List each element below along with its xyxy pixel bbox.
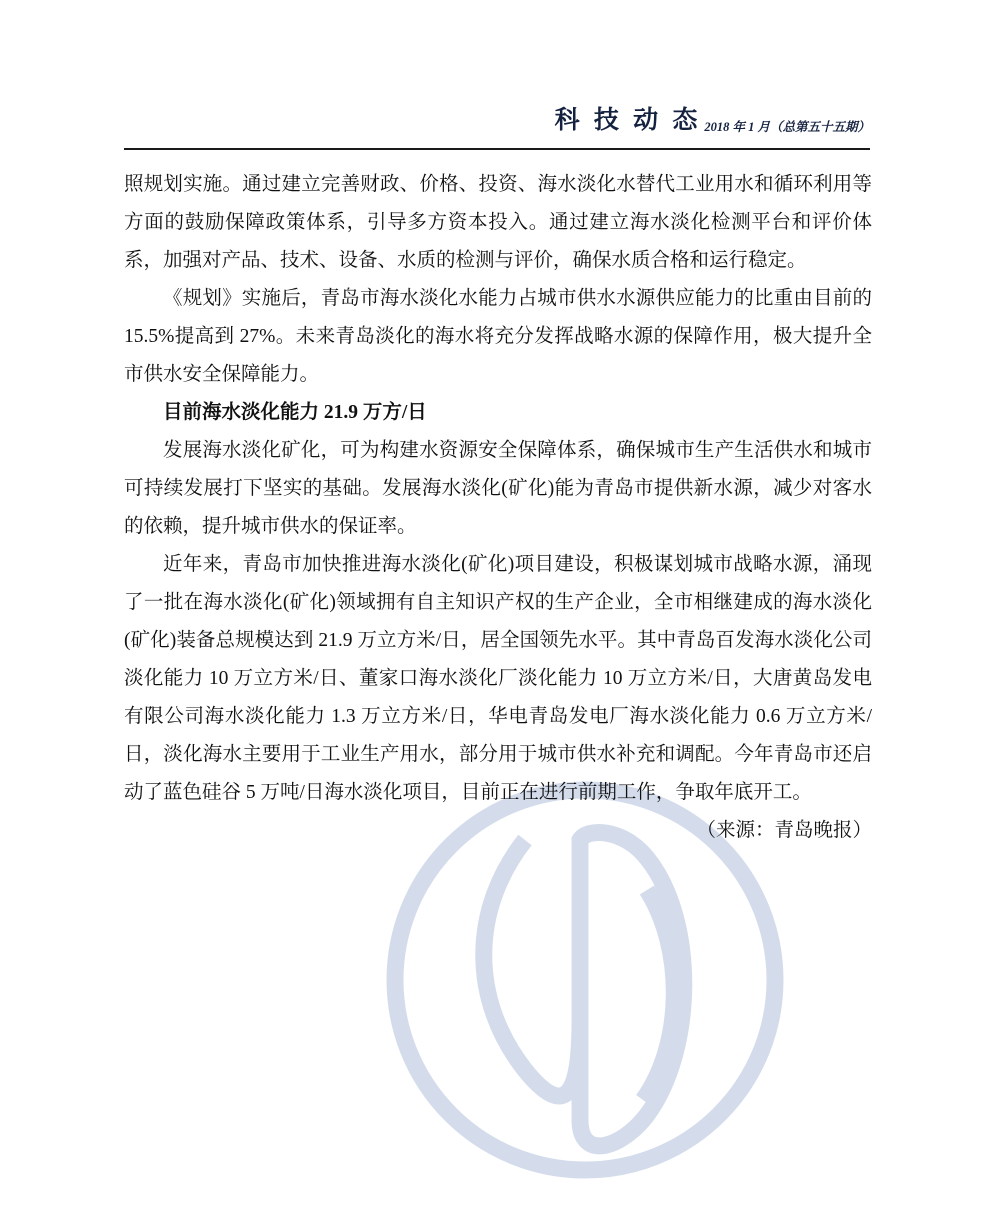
paragraph-3: 发展海水淡化矿化，可为构建水资源安全保障体系，确保城市生产生活供水和城市可持续发展打下坚实的基础。发展海水淡化(矿化)能为青岛市提供新水源，减少对客水的依赖，提升城市供水的保证率。 — [124, 440, 872, 537]
header-divider — [124, 148, 870, 150]
source-attribution: （来源：青岛晚报） — [696, 820, 872, 841]
paragraph-1: 照规划实施。通过建立完善财政、价格、投资、海水淡化水替代工业用水和循环利用等方面的鼓励保障政策体系，引导多方资本投入。通过建立海水淡化检测平台和评价体系，加强对产品、技术、设备、水质的检测与评价，确保水质合格和运行稳定。 — [124, 174, 872, 271]
header-issue: 2018 年 1 月（总第五十五期） — [704, 120, 870, 134]
paragraph-subheading: 目前海水淡化能力 21.9 万方/日 — [163, 402, 427, 423]
article-body — [124, 166, 872, 850]
header-title: 科 技 动 态 — [554, 107, 702, 134]
paragraph-4: 近年来，青岛市加快推进海水淡化(矿化)项目建设，积极谋划城市战略水源，涌现了一批在海水淡化(矿化)领域拥有自主知识产权的生产企业，全市相继建成的海水淡化(矿化)装备总规模达到 21.9 万立方米/日，居全国领先水平。其中青岛百发海水淡化公司淡化能力 10 万立方米/日、董家口海水淡化厂淡化能力 10 万立方米/日，大唐黄岛发电有限公司海水淡化能力 1.3 万立方米/日，华电青岛发电厂海水淡化能力 0.6 万立方米/日，淡化海水主要用于工业生产用水，部分用于城市供水补充和调配。今年青岛市还启动了蓝色硅谷 5 万吨/日海水淡化项目，目前正在进行前期工作，争取年底开工。 — [124, 554, 872, 803]
page-header — [124, 100, 870, 136]
paragraph-2: 《规划》实施后，青岛市海水淡化水能力占城市供水水源供应能力的比重由目前的 15.5%提高到 27%。未来青岛淡化的海水将充分发挥战略水源的保障作用，极大提升全市供水安全保障能力。 — [124, 288, 872, 385]
